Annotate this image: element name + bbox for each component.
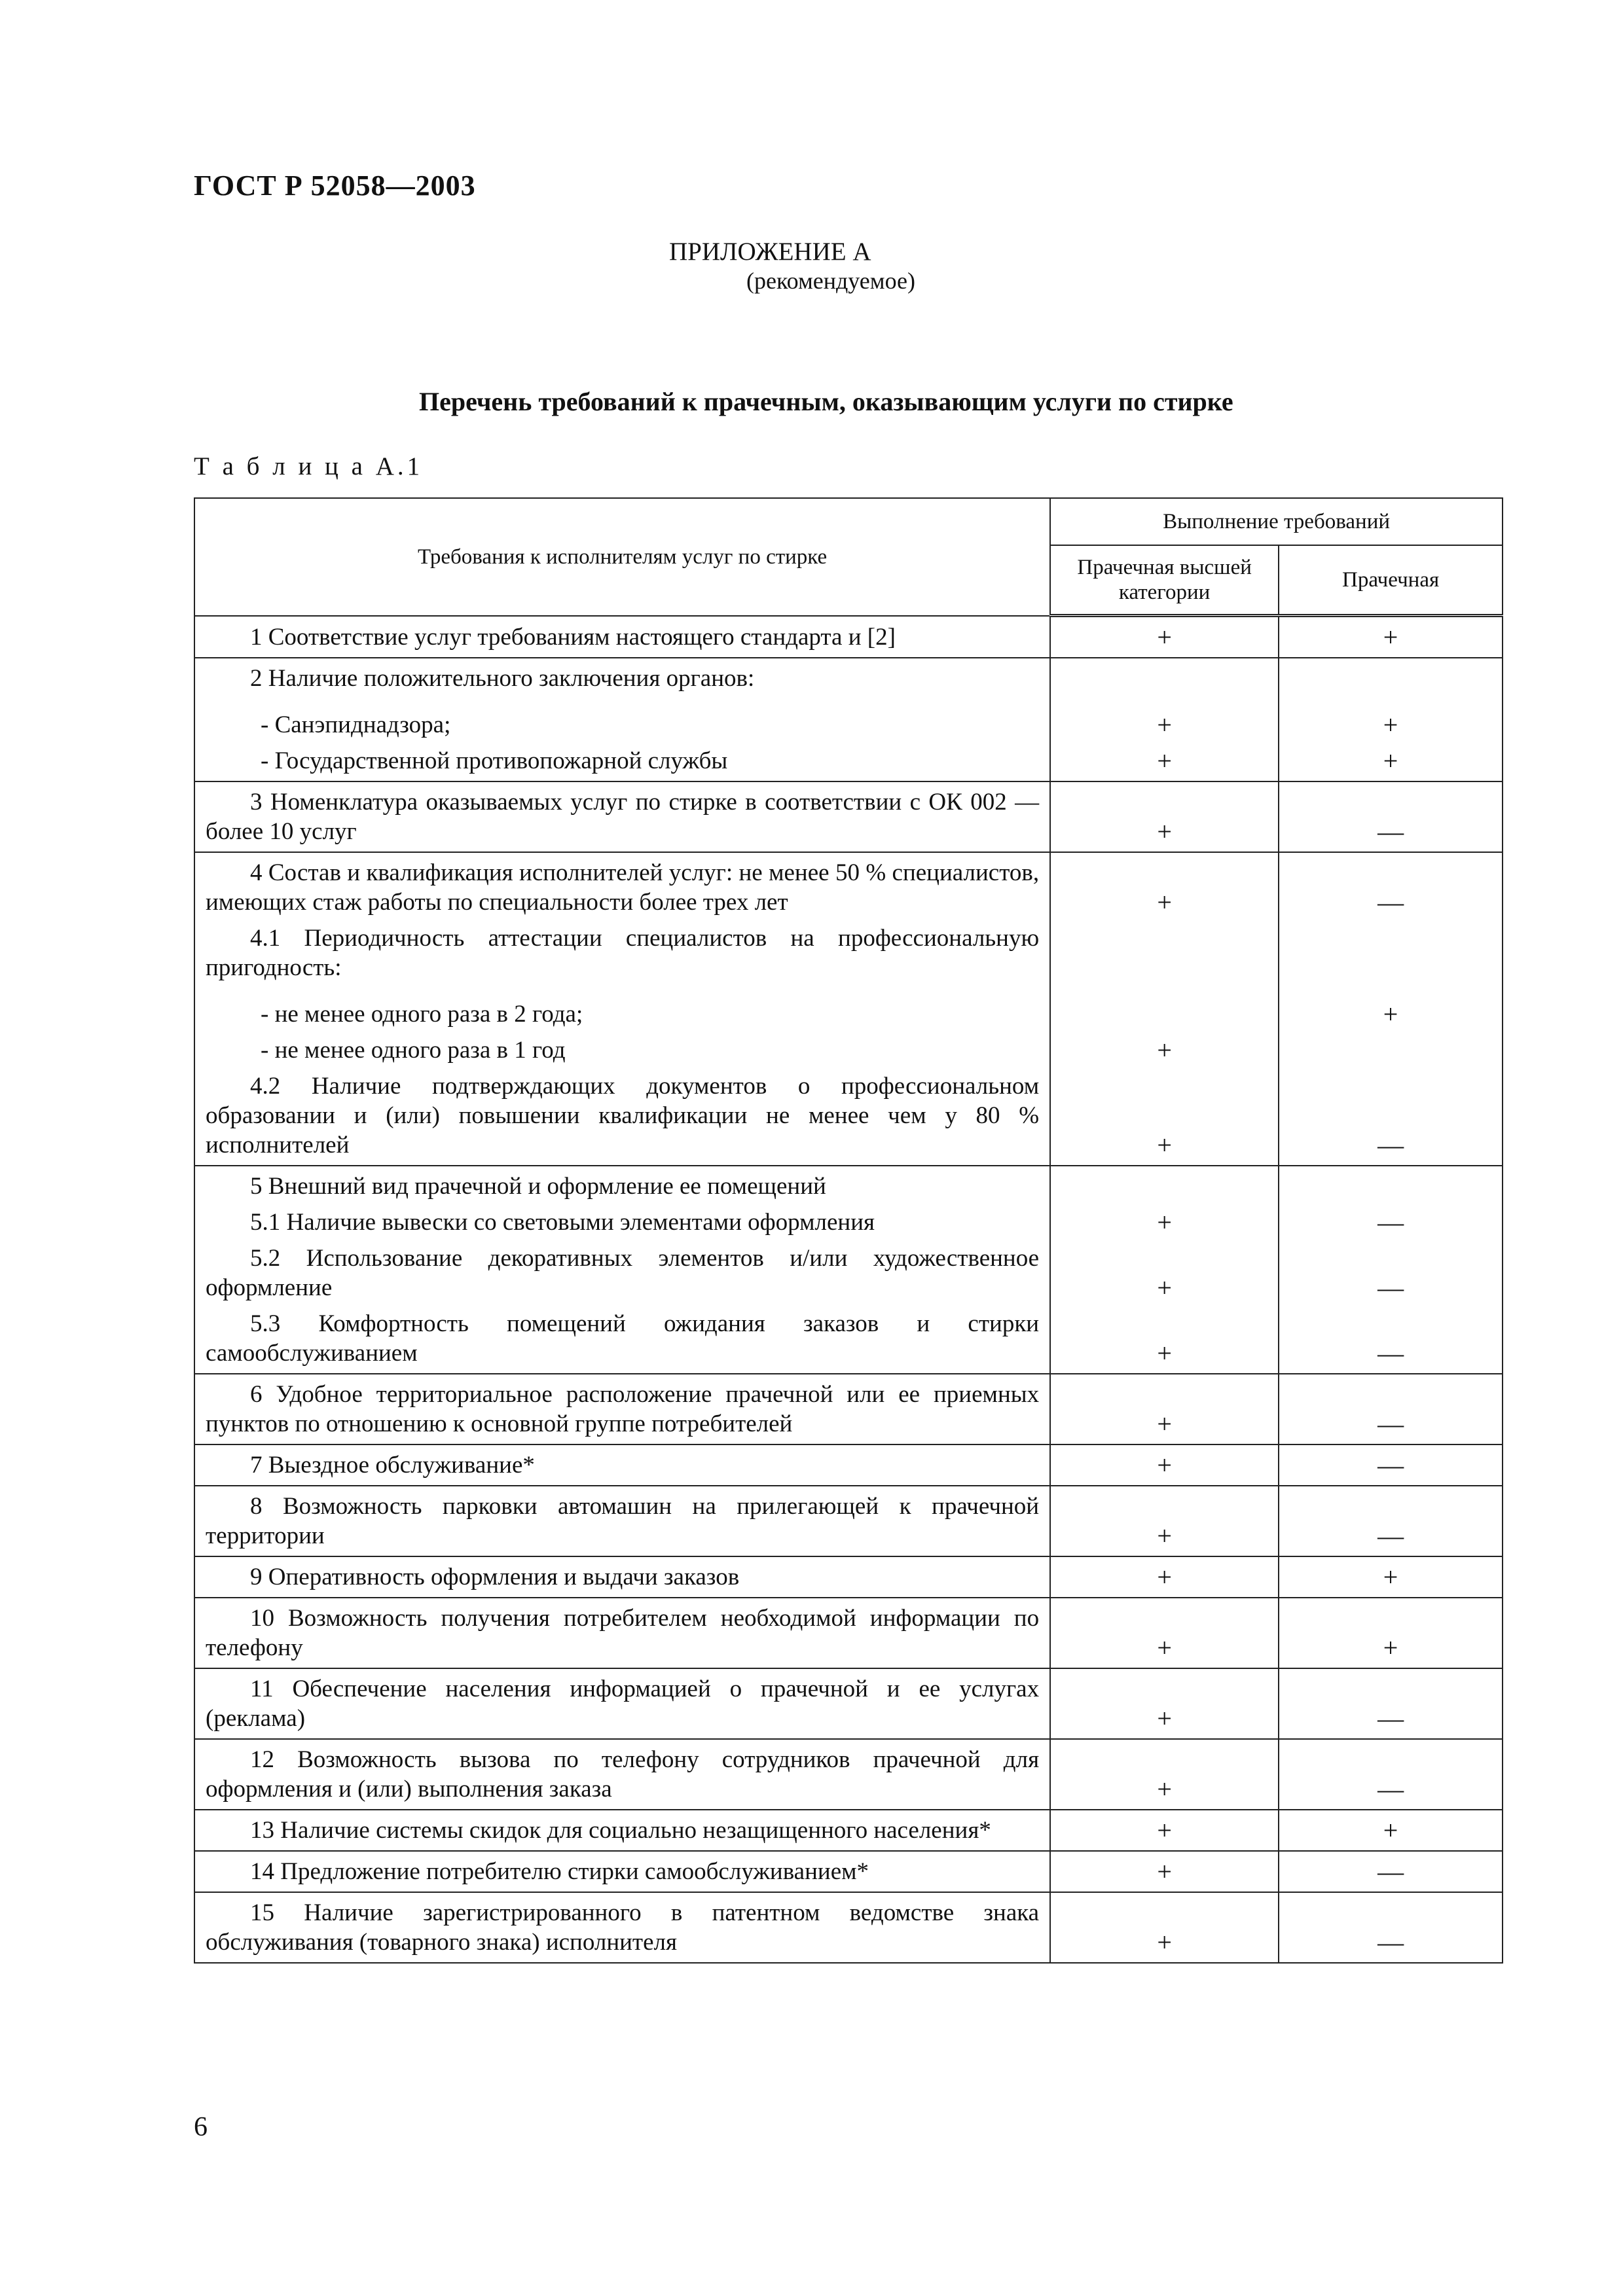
higher-category-mark: + [1050,1892,1279,1963]
requirement-cell: 4.2 Наличие подтверждающих документов о профессиональном образовании и (или) повышении квалификации не менее чем у 80 % исполнителей [194,1067,1050,1166]
table-row [194,1204,1503,1240]
requirement-cell: 5.1 Наличие вывески со световыми элементами оформления [194,1204,1050,1240]
requirement-cell: 10 Возможность получения потребителем необходимой информации по телефону [194,1598,1050,1668]
higher-category-mark [1050,658,1279,696]
table-row [194,920,1503,985]
table-header-row [194,498,1503,545]
requirement-cell: 2 Наличие положительного заключения органов: [194,658,1050,696]
laundry-mark: + [1279,696,1503,742]
requirement-cell: 5.3 Комфортность помещений ожидания заказов и стирки самообслуживанием [194,1305,1050,1374]
requirement-cell: 13 Наличие системы скидок для социально незащищенного населения* [194,1810,1050,1851]
laundry-mark: — [1279,1668,1503,1739]
laundry-mark: — [1279,781,1503,852]
laundry-mark: — [1279,1305,1503,1374]
laundry-mark: — [1279,1204,1503,1240]
requirement-cell: 6 Удобное территориальное расположение прачечной или ее приемных пунктов по отношению к основной группе потребителей [194,1374,1050,1444]
laundry-mark [1279,1166,1503,1204]
requirement-cell: - не менее одного раза в 1 год [194,1031,1050,1067]
higher-category-mark: + [1050,1486,1279,1556]
table-row [194,1892,1503,1963]
requirement-cell: - Санэпиднадзора; [194,696,1050,742]
appendix-subtitle: (рекомендуемое) [746,268,915,294]
table-row [194,852,1503,920]
table-row [194,742,1503,781]
higher-category-mark: + [1050,1067,1279,1166]
laundry-mark: — [1279,852,1503,920]
header-higher-category: Прачечная высшей категории [1050,545,1279,616]
table-row [194,1598,1503,1668]
laundry-mark: — [1279,1444,1503,1486]
table-row [194,1166,1503,1204]
higher-category-mark: + [1050,1739,1279,1810]
requirement-cell: 7 Выездное обслуживание* [194,1444,1050,1486]
higher-category-mark: + [1050,1668,1279,1739]
higher-category-mark [1050,920,1279,985]
laundry-mark [1279,920,1503,985]
laundry-mark: — [1279,1067,1503,1166]
table-row [194,1851,1503,1892]
higher-category-mark [1050,985,1279,1031]
table-row [194,1810,1503,1851]
table-row [194,1668,1503,1739]
higher-category-mark: + [1050,1204,1279,1240]
higher-category-mark: + [1050,1444,1279,1486]
header-laundry: Прачечная [1279,545,1503,616]
higher-category-mark: + [1050,1240,1279,1305]
table-row [194,1031,1503,1067]
requirement-cell: 3 Номенклатура оказываемых услуг по стирке в соответствии с ОК 002 — более 10 услуг [194,781,1050,852]
table-row [194,1374,1503,1444]
requirement-cell: 8 Возможность парковки автомашин на прилегающей к прачечной территории [194,1486,1050,1556]
higher-category-mark: + [1050,1031,1279,1067]
laundry-mark: — [1279,1892,1503,1963]
laundry-mark: — [1279,1486,1503,1556]
table-row [194,696,1503,742]
laundry-mark: + [1279,742,1503,781]
higher-category-mark: + [1050,1851,1279,1892]
table-row [194,1739,1503,1810]
higher-category-mark: + [1050,1305,1279,1374]
laundry-mark: + [1279,1598,1503,1668]
requirement-cell: 14 Предложение потребителю стирки самообслуживанием* [194,1851,1050,1892]
laundry-mark: + [1279,1810,1503,1851]
table-row [194,1305,1503,1374]
higher-category-mark: + [1050,1374,1279,1444]
table-row [194,658,1503,696]
laundry-mark: — [1279,1739,1503,1810]
requirement-cell: 11 Обеспечение населения информацией о прачечной и ее услугах (реклама) [194,1668,1050,1739]
table-row [194,1556,1503,1598]
header-requirements: Требования к исполнителям услуг по стирке [194,498,1050,616]
table-row [194,781,1503,852]
requirement-cell: 4 Состав и квалификация исполнителей услуг: не менее 50 % специалистов, имеющих стаж работы по специальности более трех лет [194,852,1050,920]
laundry-mark: — [1279,1374,1503,1444]
higher-category-mark: + [1050,852,1279,920]
requirement-cell: 5 Внешний вид прачечной и оформление ее помещений [194,1166,1050,1204]
requirement-cell: 5.2 Использование декоративных элементов и/или художественное оформление [194,1240,1050,1305]
table-label: Т а б л и ц а А.1 [194,452,424,480]
laundry-mark: — [1279,1240,1503,1305]
requirement-cell: - Государственной противопожарной службы [194,742,1050,781]
section-heading: Перечень требований к прачечным, оказывающим услуги по стирке [419,387,1233,416]
higher-category-mark [1050,1166,1279,1204]
requirement-cell: 12 Возможность вызова по телефону сотрудников прачечной для оформления и (или) выполнения заказа [194,1739,1050,1810]
laundry-mark [1279,658,1503,696]
requirement-cell: 9 Оперативность оформления и выдачи заказов [194,1556,1050,1598]
requirement-cell: 15 Наличие зарегистрированного в патентном ведомстве знака обслуживания (товарного знака) исполнителя [194,1892,1050,1963]
higher-category-mark: + [1050,1556,1279,1598]
laundry-mark: — [1279,1851,1503,1892]
requirement-cell: 4.1 Периодичность аттестации специалистов на профессиональную пригодность: [194,920,1050,985]
header-fulfilment: Выполнение требований [1050,498,1503,545]
higher-category-mark: + [1050,1810,1279,1851]
appendix-title: ПРИЛОЖЕНИЕ А [669,238,871,266]
table-row [194,1486,1503,1556]
laundry-mark: + [1279,985,1503,1031]
higher-category-mark: + [1050,781,1279,852]
laundry-mark: + [1279,616,1503,658]
requirements-table [194,497,1503,1964]
laundry-mark [1279,1031,1503,1067]
requirement-cell: 1 Соответствие услуг требованиям настоящего стандарта и [2] [194,616,1050,658]
page-number: 6 [194,2112,208,2142]
higher-category-mark: + [1050,616,1279,658]
requirement-cell: - не менее одного раза в 2 года; [194,985,1050,1031]
table-row [194,616,1503,658]
table-body [194,616,1503,1964]
table-row [194,985,1503,1031]
table-row [194,1067,1503,1166]
table-row [194,1444,1503,1486]
table-row [194,1240,1503,1305]
higher-category-mark: + [1050,742,1279,781]
higher-category-mark: + [1050,696,1279,742]
laundry-mark: + [1279,1556,1503,1598]
standard-number: ГОСТ Р 52058—2003 [194,170,476,202]
higher-category-mark: + [1050,1598,1279,1668]
